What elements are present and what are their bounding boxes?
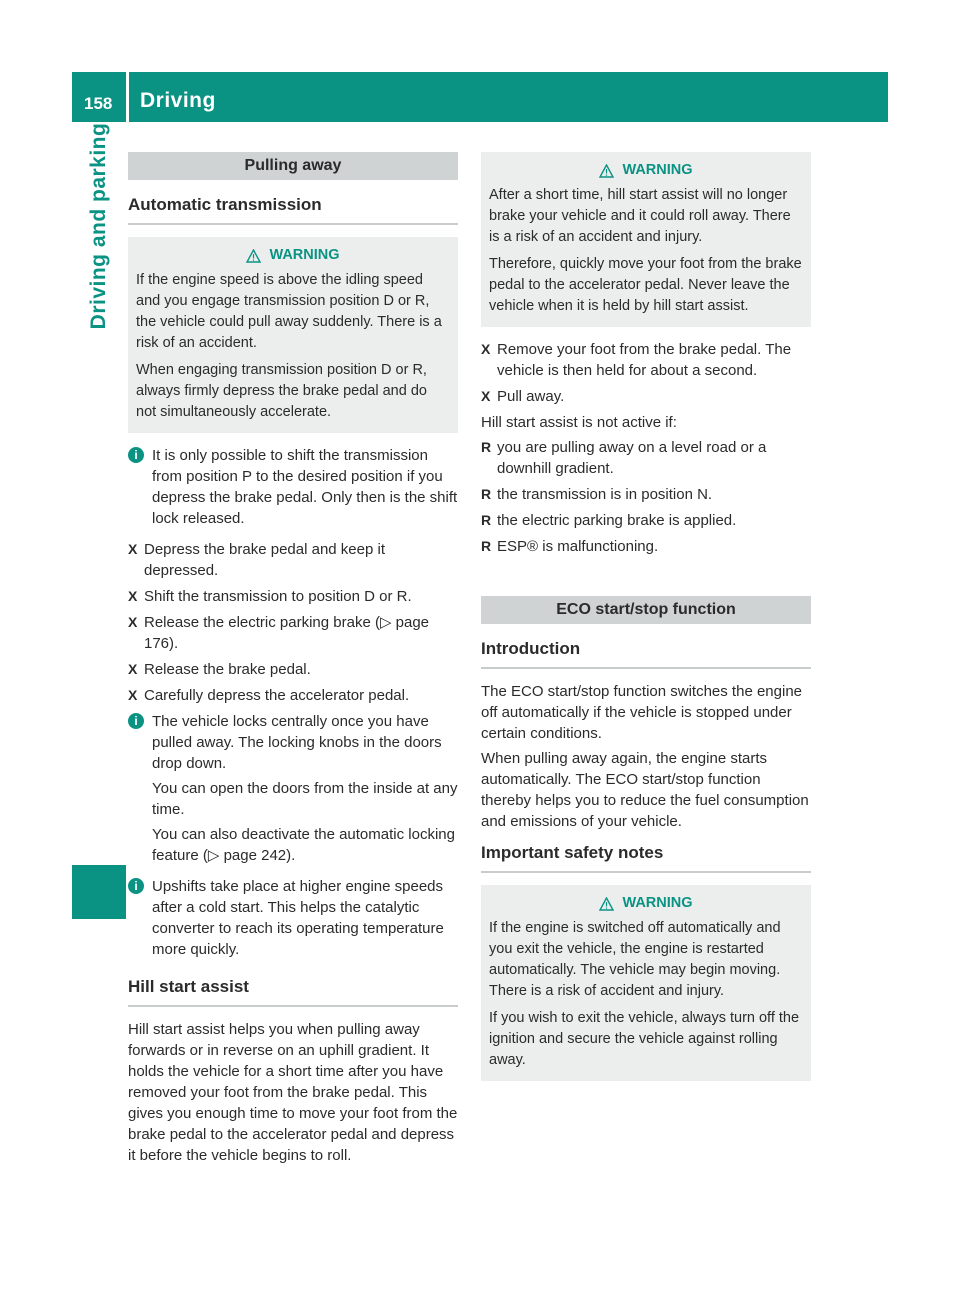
step-arrow-icon: X [128, 687, 138, 703]
warning-box [481, 885, 811, 1081]
info-icon: i [128, 878, 144, 894]
step-item [128, 612, 458, 654]
warning-label: WARNING [622, 162, 693, 178]
warning-title [489, 893, 803, 914]
warning-box [481, 152, 811, 327]
subheading-automatic-transmission: Automatic transmission [128, 188, 458, 225]
header-divider [126, 72, 129, 122]
subheading-introduction: Introduction [481, 632, 811, 669]
bullet-item [481, 536, 811, 557]
info-text: You can also deactivate the automatic locking feature (▷ page 242). [152, 826, 455, 864]
warning-text: When engaging transmission position D or R, always firmly depress the brake pedal and do not simultaneously accelerate. [136, 362, 427, 420]
step-text: Release the brake pedal. [144, 661, 311, 678]
warning-text: Therefore, quickly move your foot from the brake pedal to the accelerator pedal. Never leave the vehicle when it is held by hill start assist. [489, 256, 802, 314]
step-item [128, 659, 458, 680]
bullet-r-icon: R [481, 512, 492, 528]
step-arrow-icon: X [481, 388, 491, 404]
right-column [481, 152, 811, 1093]
section-title-pulling-away: Pulling away [128, 152, 458, 180]
warning-text: After a short time, hill start assist will no longer brake your vehicle and it could roll away. There is a risk of an accident and injury. [489, 187, 791, 245]
step-arrow-icon: X [481, 341, 491, 357]
info-text: You can open the doors from the inside at any time. [152, 780, 458, 818]
subheading-hill-start-assist: Hill start assist [128, 970, 458, 1007]
step-arrow-icon: X [128, 588, 138, 604]
warning-text: If the engine is switched off automatically and you exit the vehicle, the engine is restarted automatically. The vehicle may begin moving. There is a risk of accident and injury. [489, 920, 781, 999]
step-arrow-icon: X [128, 541, 138, 557]
step-item [481, 339, 811, 381]
step-item [481, 386, 811, 407]
step-text: Pull away. [497, 388, 565, 405]
info-note [128, 876, 458, 964]
body-text: The ECO start/stop function switches the engine off automatically if the vehicle is stopped under certain conditions. [481, 683, 802, 742]
warning-label: WARNING [269, 247, 340, 263]
bullet-text: the transmission is in position N. [497, 486, 713, 503]
info-icon: i [128, 713, 144, 729]
subheading-important-safety-notes: Important safety notes [481, 836, 811, 873]
step-text: Release the electric parking brake (▷ page 176). [144, 614, 430, 652]
chapter-title: Driving [140, 89, 216, 112]
warning-triangle-icon [246, 249, 261, 263]
warning-title [489, 160, 803, 181]
side-tab-marker [72, 865, 126, 919]
section-title-eco-start-stop: ECO start/stop function [481, 596, 811, 624]
page-number: 158 [84, 94, 113, 113]
warning-title [136, 245, 450, 266]
step-arrow-icon: X [128, 614, 138, 630]
info-text: It is only possible to shift the transmission from position P to the desired position if you depress the brake pedal. Only then is the shift lock released. [152, 447, 458, 527]
bullet-r-icon: R [481, 439, 492, 455]
warning-text: If you wish to exit the vehicle, always turn off the ignition and secure the vehicle against rolling away. [489, 1010, 800, 1068]
info-text: Upshifts take place at higher engine speeds after a cold start. This helps the catalytic converter to reach its operating temperature more quickly. [152, 878, 444, 958]
step-text: Depress the brake pedal and keep it depressed. [144, 541, 385, 579]
warning-triangle-icon [599, 164, 614, 178]
bullet-item [481, 437, 811, 479]
step-item [128, 685, 458, 706]
warning-box [128, 237, 458, 433]
bullet-item [481, 484, 811, 505]
bullet-item [481, 510, 811, 531]
info-note [128, 711, 458, 870]
step-item [128, 586, 458, 607]
bullet-r-icon: R [481, 538, 492, 554]
body-text: When pulling away again, the engine starts automatically. The ECO start/stop function thereby helps you to reduce the fuel consumption and emissions of your vehicle. [481, 750, 809, 830]
info-note [128, 445, 458, 533]
warning-label: WARNING [622, 895, 693, 911]
warning-triangle-icon [599, 897, 614, 911]
info-icon: i [128, 447, 144, 463]
warning-text: If the engine speed is above the idling speed and you engage transmission position D or R, the vehicle could pull away suddenly. There is a risk of an accident. [136, 272, 442, 351]
step-text: Remove your foot from the brake pedal. The vehicle is then held for about a second. [497, 341, 792, 379]
side-tab-label: Driving and parking [87, 122, 110, 330]
body-text: Hill start assist helps you when pulling away forwards or in reverse on an uphill gradient. It holds the vehicle for a short time after you have removed your foot from the brake pedal. This gives you enough time to move your foot from the brake pedal to the accelerator pedal and depress it before the vehicle begins to roll. [128, 1021, 458, 1164]
step-arrow-icon: X [128, 661, 138, 677]
spacer [481, 562, 811, 596]
bullet-text: the electric parking brake is applied. [497, 512, 737, 529]
step-text: Shift the transmission to position D or R. [144, 588, 412, 605]
left-column [128, 152, 458, 1170]
side-tab [72, 122, 126, 330]
bullet-r-icon: R [481, 486, 492, 502]
info-text: The vehicle locks centrally once you have pulled away. The locking knobs in the doors drop down. [152, 713, 442, 772]
bullet-text: you are pulling away on a level road or a downhill gradient. [497, 439, 767, 477]
step-text: Carefully depress the accelerator pedal. [144, 687, 410, 704]
body-text: Hill start assist is not active if: [481, 414, 677, 431]
bullet-text: ESP® is malfunctioning. [497, 538, 659, 555]
step-item [128, 539, 458, 581]
